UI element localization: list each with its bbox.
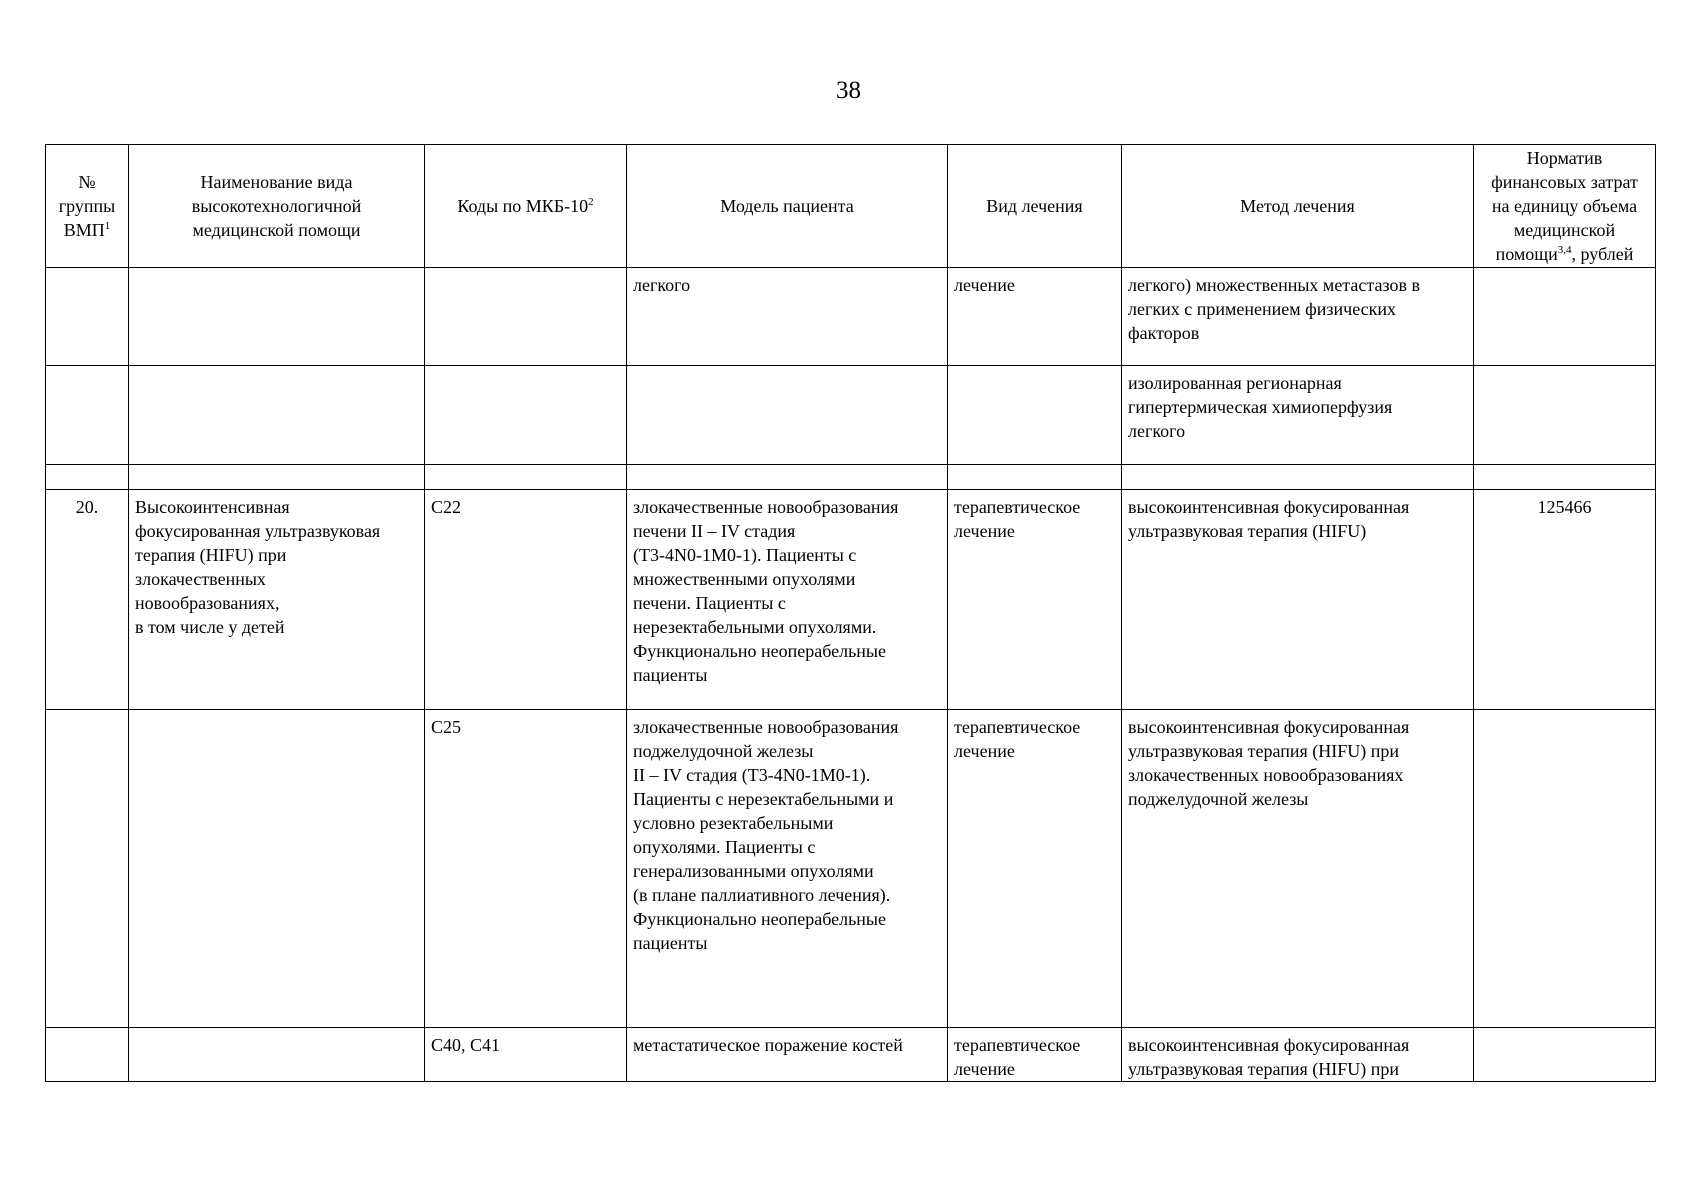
header-method: Метод лечения	[1122, 145, 1474, 268]
header-treatment-type: Вид лечения	[948, 145, 1122, 268]
cell-group-no	[46, 1028, 129, 1082]
cell-model: метастатическое поражение костей	[627, 1028, 948, 1082]
cell-norm	[1474, 366, 1656, 465]
header-codes: Коды по МКБ-$10^2$	[425, 145, 627, 268]
table-row	[46, 1028, 1656, 1082]
cell-codes: C25	[425, 710, 627, 1028]
cell-norm	[1474, 710, 1656, 1028]
cell-method	[1122, 465, 1474, 490]
cell-treatment-type: терапевтическое лечение	[948, 490, 1122, 710]
cell-name	[129, 1028, 425, 1082]
page-number: 38	[836, 77, 861, 104]
cell-treatment-type: лечение	[948, 268, 1122, 366]
cell-model: легкого	[627, 268, 948, 366]
cell-treatment-type	[948, 366, 1122, 465]
cell-codes: C40, C41	[425, 1028, 627, 1082]
table-header-row	[46, 145, 1656, 268]
cell-group-no	[46, 268, 129, 366]
header-model: Модель пациента	[627, 145, 948, 268]
cell-norm: 125466	[1474, 490, 1656, 710]
table-row	[46, 366, 1656, 465]
cell-codes	[425, 366, 627, 465]
cell-name	[129, 465, 425, 490]
cell-codes	[425, 268, 627, 366]
vmp-table	[45, 144, 1656, 1082]
header-norm: Норматив финансовых затрат на единицу объема медицинской помощи$^{3,4}$, рублей	[1474, 145, 1656, 268]
cell-treatment-type: терапевтическое лечение	[948, 710, 1122, 1028]
cell-treatment-type	[948, 465, 1122, 490]
cell-method: легкого) множественных метастазов в легких с применением физических факторов	[1122, 268, 1474, 366]
cell-norm	[1474, 1028, 1656, 1082]
cell-group-no: 20.	[46, 490, 129, 710]
table-row	[46, 710, 1656, 1028]
table-row	[46, 268, 1656, 366]
cell-norm	[1474, 268, 1656, 366]
cell-model	[627, 465, 948, 490]
cell-codes: C22	[425, 490, 627, 710]
cell-name: Высокоинтенсивная фокусированная ультразвуковая терапия (HIFU) при злокачественных новообразованиях, в том числе у детей	[129, 490, 425, 710]
cell-codes	[425, 465, 627, 490]
cell-method: изолированная регионарная гипертермическая химиоперфузия легкого	[1122, 366, 1474, 465]
table-row	[46, 490, 1656, 710]
cell-name	[129, 366, 425, 465]
cell-method: высокоинтенсивная фокусированная ультразвуковая терапия (HIFU) при	[1122, 1028, 1474, 1082]
table-row	[46, 465, 1656, 490]
cell-treatment-type: терапевтическое лечение	[948, 1028, 1122, 1082]
header-group-no: № группы ВМП$^1$	[46, 145, 129, 268]
cell-method: высокоинтенсивная фокусированная ультразвуковая терапия (HIFU)	[1122, 490, 1474, 710]
cell-name	[129, 268, 425, 366]
cell-model	[627, 366, 948, 465]
cell-name	[129, 710, 425, 1028]
cell-group-no	[46, 710, 129, 1028]
cell-model: злокачественные новообразования печени II – IV стадия (T3-4N0-1M0-1). Пациенты с множественными опухолями печени. Пациенты с нерезектабельными опухолями. Функционально неоперабельные пациенты	[627, 490, 948, 710]
cell-model: злокачественные новообразования поджелудочной железы II – IV стадия (T3-4N0-1M0-1). Пациенты с нерезектабельными и условно резектабельными опухолями. Пациенты с генерализованными опухолями (в плане паллиативного лечения). Функционально неоперабельные пациенты	[627, 710, 948, 1028]
cell-group-no	[46, 465, 129, 490]
header-name: Наименование вида высокотехнологичной медицинской помощи	[129, 145, 425, 268]
cell-method: высокоинтенсивная фокусированная ультразвуковая терапия (HIFU) при злокачественных новообразованиях поджелудочной железы	[1122, 710, 1474, 1028]
cell-norm	[1474, 465, 1656, 490]
cell-group-no	[46, 366, 129, 465]
